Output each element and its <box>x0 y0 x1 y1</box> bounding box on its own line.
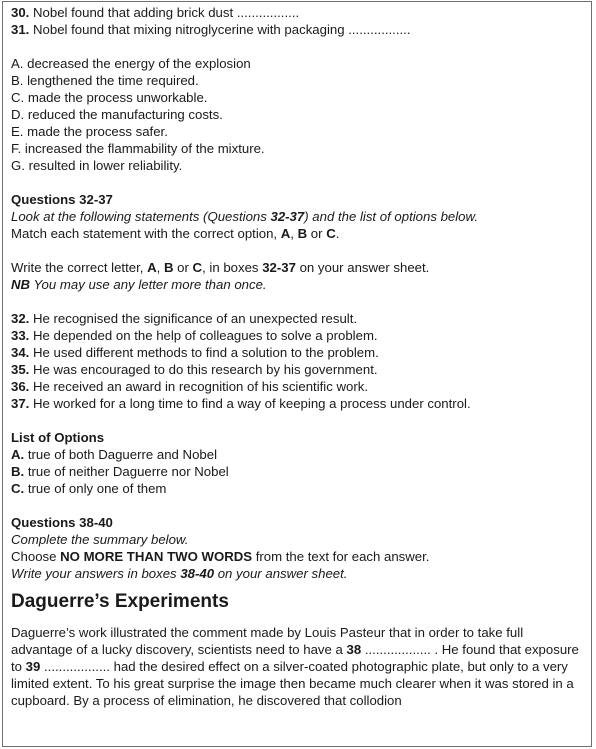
section-heading-38-40: Questions 38-40 <box>11 515 113 530</box>
statement-36 <box>11 378 587 395</box>
match-instruction <box>11 225 587 242</box>
instruction-text: ) and the list of options below. <box>304 209 478 224</box>
option-d: D. reduced the manufacturing costs. <box>11 107 223 122</box>
summary-text: .................. had the desired effect on a silver-coated photographic plate, but only to a very limited extent. To his great surprise the image then became much clearer when it was stored in a cupboard. By a process of elimination, he discovered that collodion <box>11 659 574 708</box>
spacer <box>11 242 587 259</box>
list-option-b <box>11 463 587 480</box>
statement-37 <box>11 395 587 412</box>
spacer <box>11 293 587 310</box>
letter-a: A <box>280 226 291 241</box>
question-31 <box>11 21 587 38</box>
statement-number: 35. <box>11 362 30 377</box>
option-f: F. increased the flammability of the mixture. <box>11 141 265 156</box>
instruction-text: from the text for each answer. <box>252 549 430 564</box>
question-text: Nobel found that mixing nitroglycerine with packaging ................. <box>29 22 411 37</box>
summary-text: .................. . He found that exposure to <box>11 642 579 674</box>
letter-c: C <box>326 226 336 241</box>
instruction-text: on your answer sheet. <box>214 566 348 581</box>
separator: . <box>335 226 340 241</box>
summary-text: Daguerre’s work illustrated the comment made by Louis Pasteur that in order to take full advantage of a lucky discovery, scientists need to have a <box>11 625 524 657</box>
statement-text: He was encouraged to do this research by his government. <box>29 362 378 377</box>
letter-a: A <box>147 260 157 275</box>
separator: , <box>156 260 164 275</box>
question-number: 31. <box>11 22 30 37</box>
statement-34 <box>11 344 587 361</box>
section-heading-32-37: Questions 32-37 <box>11 192 113 207</box>
separator: or <box>173 260 193 275</box>
question-30 <box>11 4 587 21</box>
statement-number: 34. <box>11 345 30 360</box>
statement-number: 37. <box>11 396 30 411</box>
statement-text: He used different methods to find a solution to the problem. <box>29 345 379 360</box>
instruction-text: Choose <box>11 549 61 564</box>
question-number: 30. <box>11 5 30 20</box>
statement-35 <box>11 361 587 378</box>
option-letter: B. <box>11 464 25 479</box>
option-text: true of neither Daguerre nor Nobel <box>24 464 229 479</box>
statement-number: 36. <box>11 379 30 394</box>
complete-instruction: Complete the summary below. <box>11 532 189 547</box>
instruction-line <box>11 208 587 225</box>
document-content <box>11 4 587 709</box>
statement-32 <box>11 310 587 327</box>
list-of-options-heading: List of Options <box>11 430 105 445</box>
option-b: B. lengthened the time required. <box>11 73 199 88</box>
letter-b: B <box>297 226 308 241</box>
option-text: true of both Daguerre and Nobel <box>24 447 217 462</box>
option-text: true of only one of them <box>24 481 167 496</box>
nb-label: NB <box>11 277 31 292</box>
instruction-text: , in boxes <box>202 260 263 275</box>
document-page <box>2 1 592 747</box>
instruction-text: Write your answers in boxes <box>11 566 181 581</box>
summary-paragraph <box>11 624 587 709</box>
option-e: E. made the process safer. <box>11 124 168 139</box>
statement-33 <box>11 327 587 344</box>
statement-number: 33. <box>11 328 30 343</box>
spacer <box>11 412 587 429</box>
write-answers-instruction <box>11 565 587 582</box>
spacer <box>11 38 587 55</box>
separator: or <box>307 226 327 241</box>
statement-number: 32. <box>11 311 30 326</box>
option-a: A. decreased the energy of the explosion <box>11 56 251 71</box>
question-range: 38-40 <box>180 566 215 581</box>
choose-instruction <box>11 548 587 565</box>
letter-b: B <box>163 260 174 275</box>
statement-text: He received an award in recognition of his scientific work. <box>29 379 368 394</box>
list-option-c <box>11 480 587 497</box>
list-option-a <box>11 446 587 463</box>
statement-text: He worked for a long time to find a way of keeping a process under control. <box>29 396 471 411</box>
option-g: G. resulted in lower reliability. <box>11 158 183 173</box>
instruction-text: Write the correct letter, <box>11 260 148 275</box>
question-range: 32-37 <box>262 260 296 275</box>
gap-number-39: 39 <box>25 659 41 674</box>
option-letter: A. <box>11 447 25 462</box>
nb-note <box>11 276 587 293</box>
letter-c: C <box>192 260 203 275</box>
question-text: Nobel found that adding brick dust ................. <box>29 5 300 20</box>
separator: , <box>290 226 298 241</box>
instruction-text: Match each statement with the correct option, <box>11 226 281 241</box>
word-limit: NO MORE THAN TWO WORDS <box>60 549 253 564</box>
statement-text: He depended on the help of colleagues to solve a problem. <box>29 328 378 343</box>
nb-text: You may use any letter more than once. <box>30 277 267 292</box>
spacer <box>11 174 587 191</box>
spacer <box>11 497 587 514</box>
instruction-text: on your answer sheet. <box>295 260 430 275</box>
write-instruction <box>11 259 587 276</box>
instruction-text: Look at the following statements (Questions <box>11 209 271 224</box>
option-c: C. made the process unworkable. <box>11 90 208 105</box>
question-range: 32-37 <box>270 209 305 224</box>
summary-title: Daguerre’s Experiments <box>11 591 229 612</box>
statement-text: He recognised the significance of an unexpected result. <box>29 311 358 326</box>
option-letter: C. <box>11 481 25 496</box>
gap-number-38: 38 <box>346 642 362 657</box>
